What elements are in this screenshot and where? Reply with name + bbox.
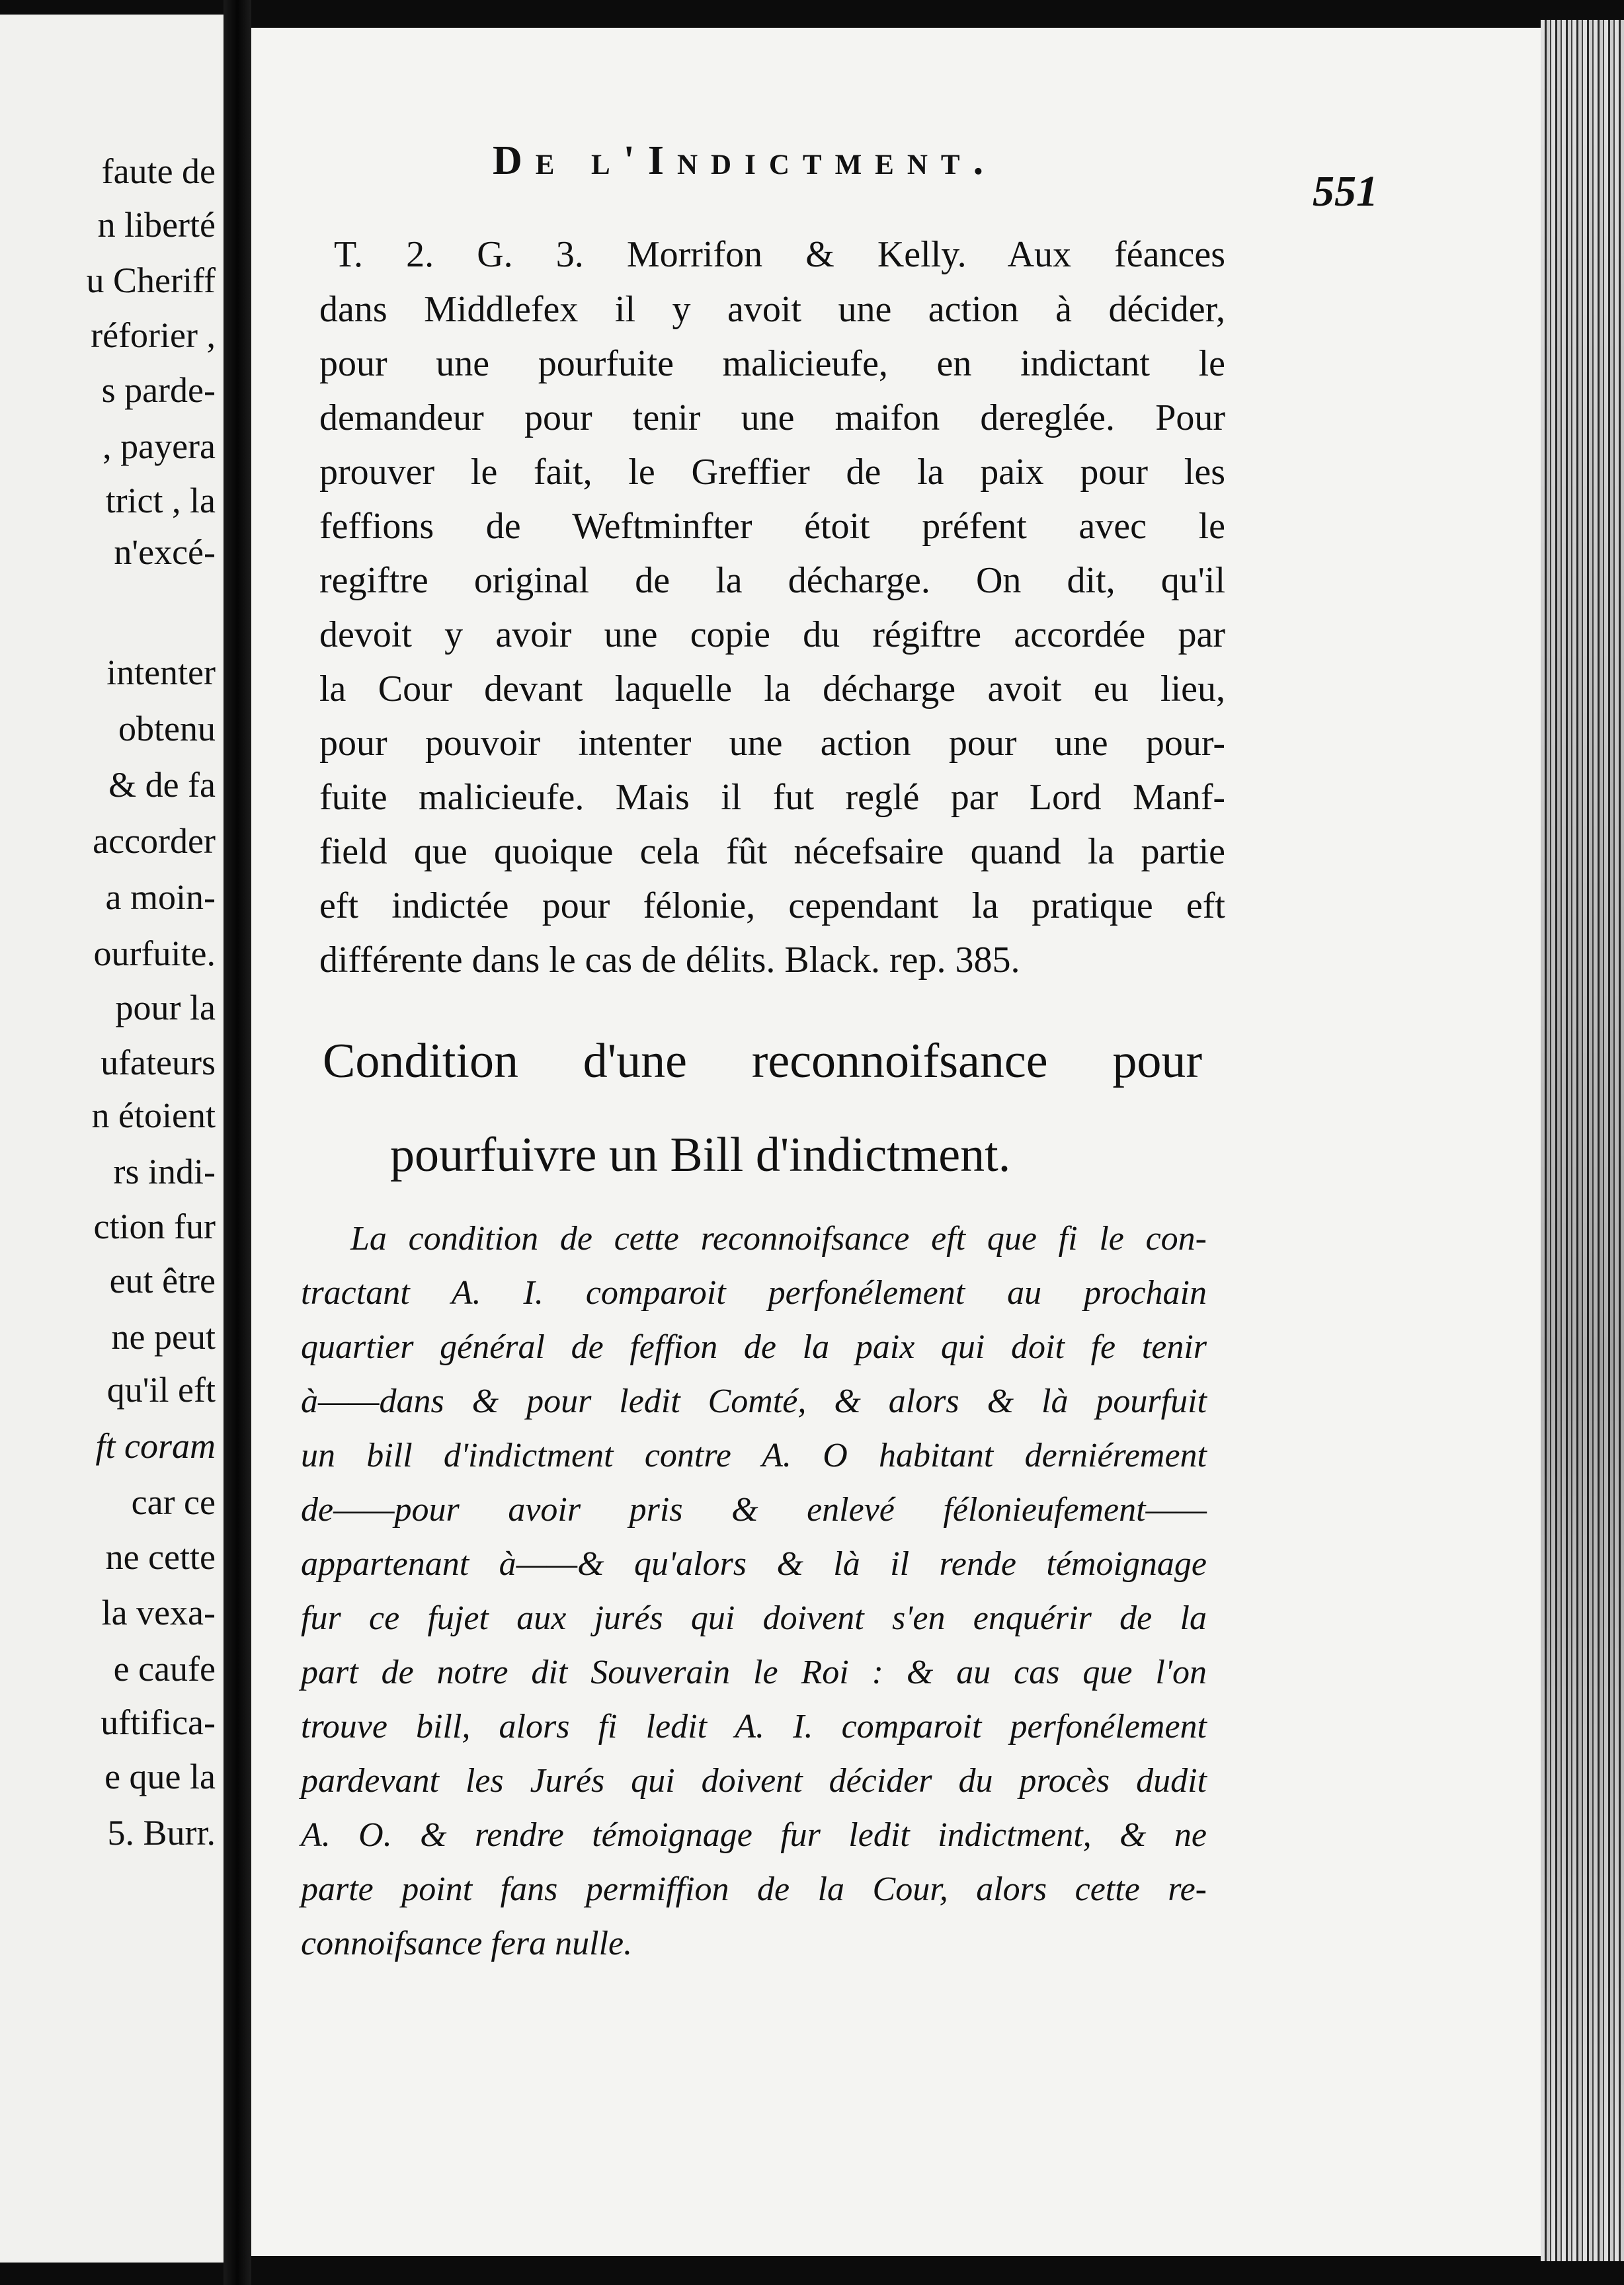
body-line: fuite malicieufe. Mais il fut reglé par Lord Manf- — [319, 777, 1225, 818]
body-line: field que quoique cela fût nécefsaire quand la partie — [319, 831, 1225, 872]
left-page-line: rs indi- — [113, 1152, 216, 1191]
condition-line: A. O. & rendre témoignage fur ledit indictment, & ne — [301, 1816, 1207, 1854]
section-heading-line-2: pourfuivre un Bill d'indictment. — [390, 1128, 1011, 1182]
left-page-line: la vexa- — [101, 1593, 216, 1632]
condition-line: trouve bill, alors fi ledit A. I. comparoit perfonélement — [301, 1708, 1207, 1745]
left-page-line: intenter — [106, 653, 216, 692]
condition-line: parte point fans permiffion de la Cour, alors cette re- — [301, 1870, 1207, 1908]
left-page-line: pour la — [115, 988, 216, 1027]
left-page-line: e que la — [104, 1757, 216, 1796]
condition-line: tractant A. I. comparoit perfonélement au prochain — [301, 1274, 1207, 1312]
left-facing-page — [0, 15, 223, 2263]
condition-line: appartenant à——& qu'alors & là il rende témoignage — [301, 1545, 1207, 1583]
condition-line: connoifsance fera nulle. — [301, 1925, 633, 1962]
left-page-line: ne cette — [105, 1537, 216, 1577]
book-gutter — [223, 0, 251, 2285]
left-page-line: ourfuite. — [93, 934, 216, 973]
condition-line: part de notre dit Souverain le Roi : & au cas que l'on — [301, 1654, 1207, 1691]
body-line: feffions de Weftminfter étoit préfent avec le — [319, 506, 1225, 547]
left-page-line: qu'il eft — [106, 1370, 216, 1410]
condition-line: pardevant les Jurés qui doivent décider du procès dudit — [301, 1762, 1207, 1800]
left-page-line: , payera — [102, 426, 216, 466]
body-line: dans Middlefex il y avoit une action à décider, — [319, 289, 1225, 330]
left-page-line: trict , la — [105, 481, 216, 520]
body-line: pour pouvoir intenter une action pour une pour- — [319, 723, 1225, 764]
left-page-line: & de fa — [108, 765, 216, 805]
left-page-line: n étoient — [91, 1096, 216, 1135]
left-page-line: eut être — [109, 1261, 216, 1301]
condition-line: à——dans & pour ledit Comté, & alors & là pourfuit — [301, 1383, 1207, 1420]
left-page-line: réforier , — [91, 315, 216, 355]
body-line: T. 2. G. 3. Morrifon & Kelly. Aux féances — [334, 234, 1225, 275]
left-page-line: ft coram — [95, 1426, 216, 1466]
left-page-line: n'excé- — [114, 532, 216, 572]
body-line: demandeur pour tenir une maifon dereglée. Pour — [319, 397, 1225, 438]
left-page-line: faute de — [101, 151, 216, 191]
left-page-line: 5. Burr. — [107, 1813, 216, 1853]
page-number: 551 — [1313, 167, 1378, 216]
left-page-line: a moin- — [105, 877, 216, 917]
condition-line: quartier général de feffion de la paix qui doit fe tenir — [301, 1328, 1207, 1366]
left-page-line: ne peut — [111, 1317, 216, 1357]
left-page-line: ufateurs — [101, 1043, 216, 1082]
left-page-line: e caufe — [113, 1649, 216, 1689]
condition-line: La condition de cette reconnoifsance eft que fi le con- — [350, 1220, 1207, 1258]
left-page-line: n liberté — [97, 205, 216, 245]
page-edges-shade — [1541, 20, 1624, 2261]
section-heading-line-1: Condition d'une reconnoifsance pour — [323, 1034, 1202, 1088]
condition-line: fur ce fujet aux jurés qui doivent s'en enquérir de la — [301, 1599, 1207, 1637]
condition-line: de——pour avoir pris & enlevé félonieufement—— — [301, 1491, 1207, 1529]
condition-line: un bill d'indictment contre A. O habitant derniérement — [301, 1437, 1207, 1474]
left-page-line: u Cheriff — [86, 261, 216, 300]
body-line: pour une pourfuite malicieufe, en indictant le — [319, 343, 1225, 384]
body-line: regiftre original de la décharge. On dit, qu'il — [319, 560, 1225, 601]
left-page-line: accorder — [93, 821, 216, 861]
running-head: De l'Indictment. — [493, 138, 997, 183]
body-line: différente dans le cas de délits. Black. rep. 385. — [319, 940, 1020, 981]
left-page-line: obtenu — [118, 709, 216, 748]
left-page-line: ction fur — [93, 1207, 216, 1246]
body-line: prouver le fait, le Greffier de la paix pour les — [319, 452, 1225, 493]
left-page-line: uftifica- — [101, 1703, 216, 1742]
body-line: eft indictée pour félonie, cependant la pratique eft — [319, 885, 1225, 926]
body-line: devoit y avoir une copie du régiftre accordée par — [319, 614, 1225, 655]
left-page-line: car ce — [131, 1482, 216, 1522]
left-page-line: s parde- — [101, 370, 216, 410]
body-line: la Cour devant laquelle la décharge avoit eu lieu, — [319, 668, 1225, 709]
